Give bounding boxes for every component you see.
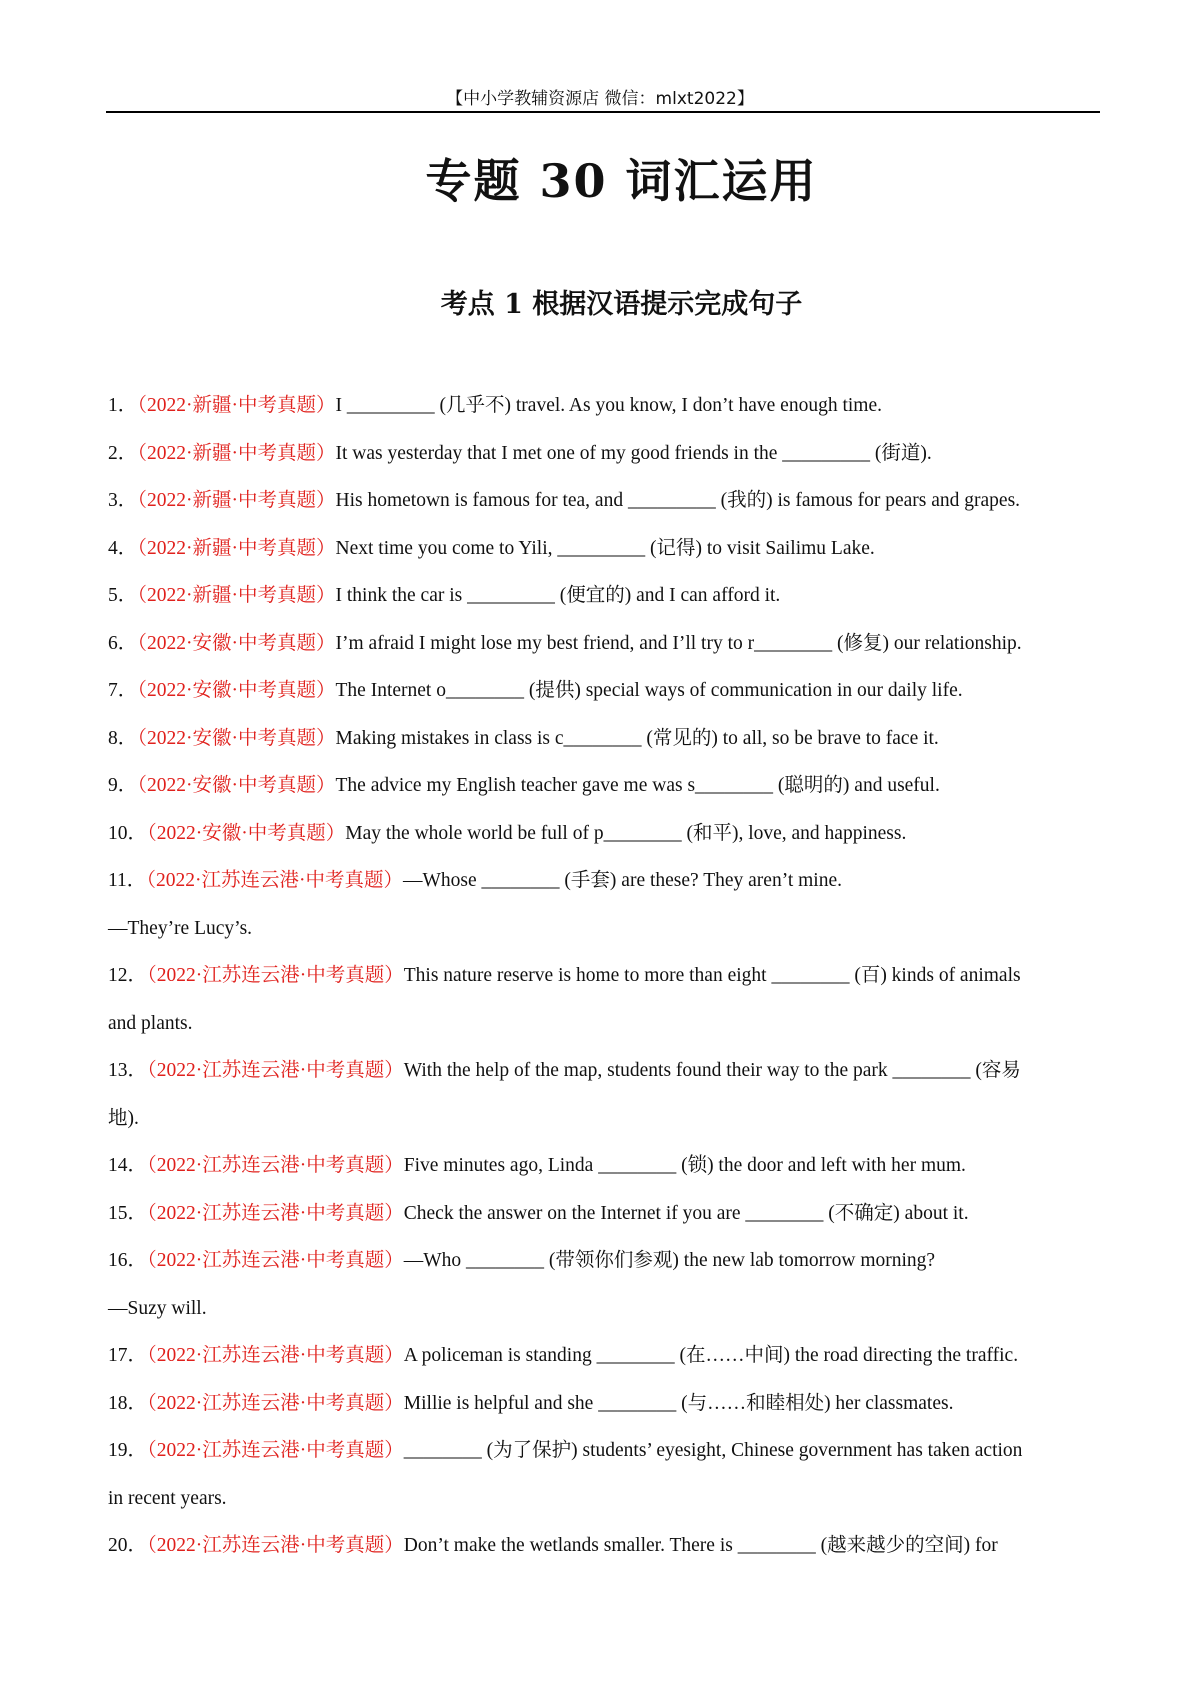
question-source: （2022·安徽·中考真题） [137, 775, 336, 796]
question-text: With the help of the map, students found their way to the park ________ (容易 [403, 1060, 1021, 1081]
question-item [108, 1144, 1103, 1192]
section-subtitle: 考点 1 根据汉语提示完成句子 [440, 289, 803, 320]
header-rule [106, 111, 1100, 113]
question-item [108, 1239, 1103, 1287]
question-number: 11． [108, 870, 147, 891]
question-text: Millie is helpful and she ________ (与……和睦相处) her classmates. [403, 1392, 954, 1414]
question-continuation: —Suzy will. [108, 1297, 207, 1319]
question-text: The advice my English teacher gave me was s________ (聪明的) and useful. [335, 775, 940, 796]
question-text: ________ (为了保护) students’ eyesight, Chinese government has taken action [403, 1440, 1023, 1461]
question-text: I _________ (几乎不) travel. As you know, I don’t have enough time. [335, 395, 882, 416]
question-number: 10． [108, 822, 148, 844]
question-number: 14． [108, 1155, 148, 1176]
question-text: A policeman is standing ________ (在……中间) the road directing the traffic. [403, 1345, 1019, 1366]
question-item [108, 527, 1103, 575]
question-text: Five minutes ago, Linda ________ (锁) the door and left with her mum. [403, 1155, 966, 1176]
question-item [108, 669, 1103, 717]
question-number: 3． [108, 490, 138, 511]
question-item [108, 432, 1103, 480]
question-number: 7． [108, 680, 138, 701]
question-text: I’m afraid I might lose my best friend, and I’ll try to r________ (修复) our relationship. [335, 632, 1022, 654]
question-number: 2． [108, 442, 138, 464]
question-text: May the whole world be full of p________ (和平), love, and happiness. [345, 822, 907, 844]
question-number: 8． [108, 727, 138, 749]
question-source: （2022·江苏连云港·中考真题） [147, 1155, 404, 1176]
question-number: 13． [108, 1060, 148, 1081]
question-number: 4． [108, 537, 138, 559]
question-text: Check the answer on the Internet if you are ________ (不确定) about it. [403, 1202, 969, 1224]
question-text: I think the car is _________ (便宜的) and I can afford it. [335, 585, 781, 606]
question-source: （2022·江苏连云港·中考真题） [147, 1440, 404, 1461]
question-source: （2022·安徽·中考真题） [137, 727, 336, 749]
question-number: 1． [108, 395, 138, 416]
question-text: Don’t make the wetlands smaller. There is ________ (越来越少的空间) for [403, 1535, 998, 1556]
question-continuation: 地). [108, 1107, 139, 1129]
question-text: The Internet o________ (提供) special ways of communication in our daily life. [335, 680, 963, 701]
question-number: 12． [108, 965, 148, 986]
question-number: 15． [108, 1202, 148, 1224]
question-text: His hometown is famous for tea, and _________ (我的) is famous for pears and grapes. [335, 490, 1021, 511]
question-source: （2022·新疆·中考真题） [137, 537, 336, 559]
question-item [108, 622, 1103, 670]
question-item [108, 574, 1103, 622]
question-source: （2022·江苏连云港·中考真题） [147, 1250, 404, 1271]
question-item [108, 479, 1103, 527]
question-source: （2022·安徽·中考真题） [137, 632, 336, 654]
question-text: This nature reserve is home to more than eight ________ (百) kinds of animals [403, 965, 1021, 986]
question-item [108, 1334, 1103, 1382]
question-source: （2022·新疆·中考真题） [137, 395, 336, 416]
question-source: （2022·江苏连云港·中考真题） [147, 1202, 404, 1224]
question-source: （2022·江苏连云港·中考真题） [146, 870, 404, 891]
question-list [108, 384, 1103, 1572]
question-source: （2022·新疆·中考真题） [137, 490, 336, 511]
question-source: （2022·新疆·中考真题） [137, 442, 336, 464]
question-item [108, 812, 1103, 860]
question-number: 20． [108, 1535, 148, 1556]
question-item [108, 1192, 1103, 1240]
question-item [108, 1382, 1103, 1430]
question-text: —Whose ________ (手套) are these? They aren’t mine. [403, 870, 843, 891]
question-item [108, 764, 1103, 812]
question-text: Next time you come to Yili, _________ (记得) to visit Sailimu Lake. [335, 537, 875, 559]
question-source: （2022·江苏连云港·中考真题） [147, 1060, 404, 1081]
question-number: 5． [108, 585, 138, 606]
question-continuation: —They’re Lucy’s. [108, 917, 253, 939]
question-item [108, 384, 1103, 432]
page-title: 专题 30 词汇运用 [425, 154, 818, 208]
question-number: 16． [108, 1250, 148, 1271]
question-text: Making mistakes in class is c________ (常见的) to all, so be brave to face it. [335, 727, 939, 749]
question-item [108, 859, 1103, 907]
question-item [108, 954, 1103, 1002]
question-source: （2022·江苏连云港·中考真题） [147, 1392, 404, 1414]
question-continuation: and plants. [108, 1012, 193, 1034]
question-text: —Who ________ (带领你们参观) the new lab tomorrow morning? [403, 1250, 936, 1271]
question-source: （2022·新疆·中考真题） [137, 585, 336, 606]
question-source: （2022·安徽·中考真题） [137, 680, 336, 701]
page-header: 【中小学教辅资源店 微信：mlxt2022】 [446, 89, 754, 109]
question-number: 9． [108, 775, 138, 796]
question-item [108, 1049, 1103, 1097]
question-text: It was yesterday that I met one of my good friends in the _________ (街道). [335, 442, 932, 464]
question-source: （2022·江苏连云港·中考真题） [147, 1535, 404, 1556]
question-number: 18． [108, 1392, 148, 1414]
question-source: （2022·江苏连云港·中考真题） [147, 965, 404, 986]
question-source: （2022·安徽·中考真题） [147, 822, 346, 844]
question-number: 19． [108, 1440, 148, 1461]
question-number: 17． [108, 1345, 148, 1366]
question-item [108, 717, 1103, 765]
question-number: 6． [108, 632, 138, 654]
question-item [108, 1524, 1103, 1572]
question-source: （2022·江苏连云港·中考真题） [147, 1345, 404, 1366]
question-item [108, 1429, 1103, 1477]
question-continuation: in recent years. [108, 1487, 227, 1509]
